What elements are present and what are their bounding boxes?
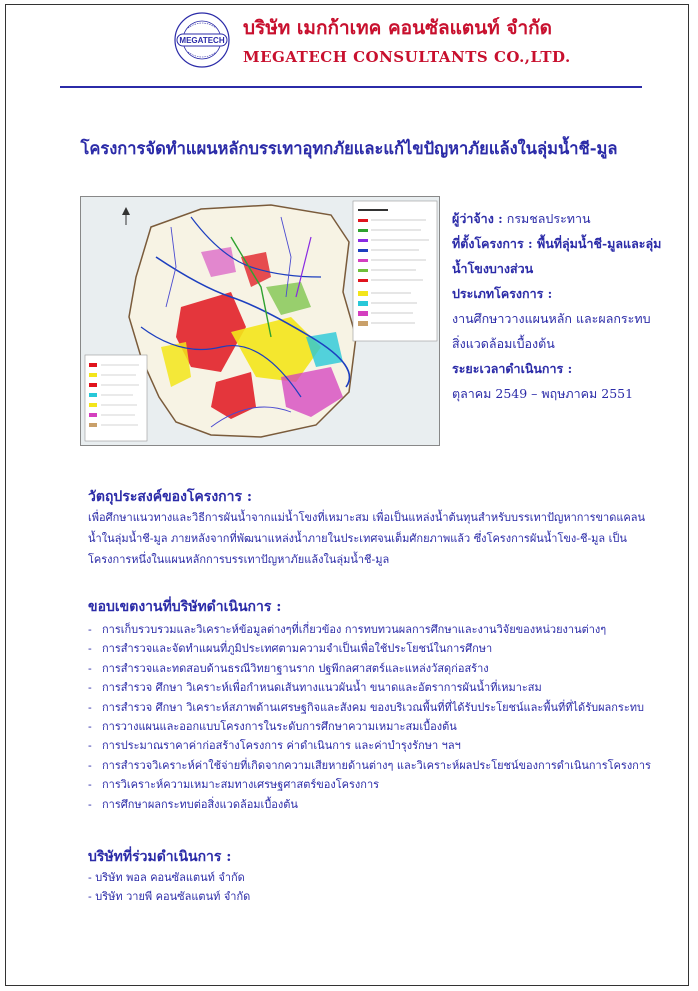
basin-map-graphic (81, 197, 440, 446)
client-label: ผู้ว่าจ้าง : (452, 211, 503, 226)
scope-item-text: การศึกษาผลกระทบต่อสิ่งแวดล้อมเบื้องต้น (102, 797, 298, 811)
scope-item-text: การเก็บรวบรวมและวิเคราะห์ข้อมูลต่างๆที่เกี่ยวข้อง การทบทวนผลการศึกษาและงานวิจัยของหน่วยงานต่างๆ (102, 623, 607, 636)
project-info (452, 206, 662, 406)
bullet-dash-icon: - (88, 778, 92, 792)
bullet-dash-icon: - (88, 642, 92, 656)
partner-item: - บริษัท พอล คอนซัลแตนท์ จำกัด (88, 871, 245, 884)
map-left-legend-graphic (85, 355, 147, 441)
map-legend-graphic (353, 201, 437, 341)
company-name-english: MEGATECH CONSULTANTS CO.,LTD. (243, 48, 571, 66)
objective-text: เพื่อศึกษาแนวทางและวิธีการผันน้ำจากแม่น้ำโขงที่เหมาะสม เพื่อเป็นแหล่งน้ำต้นทุนสำหรับบรรเทาปัญหาการขาดแคลนน้ำในลุ่มน้ำชี-มูล ภายหลังจากที่พัฒนาแหล่งน้ำภายในประเทศจนเต็มศักยภาพแล้ว ซึ่งโครงการผันน้ำโขง-ชี-มูล เป็นโครงการหนึ่งในแผนหลักการบรรเทาปัญหาภัยแล้งในลุ่มน้ำชี-มูล (88, 511, 646, 566)
scope-item-text: การสำรวจและจัดทำแผนที่ภูมิประเทศตามความจำเป็นเพื่อใช้ประโยชน์ในการศึกษา (102, 642, 493, 656)
period-label: ระยะเวลาดำเนินการ : (452, 361, 573, 376)
scope-item (88, 795, 668, 814)
client-row (452, 206, 662, 231)
scope-list (88, 620, 668, 814)
scope-item-text: การสำรวจวิเคราะห์ค่าใช้จ่ายที่เกิดจากความเสียหายด้านต่างๆ และวิเคราะห์ผลประโยชน์ของการดำเนินการโครงการ (102, 758, 651, 772)
partners-title: บริษัทที่ร่วมดำเนินการ : (88, 849, 232, 865)
bullet-dash-icon: - (88, 739, 92, 753)
scope-item (88, 620, 668, 639)
scope-item-text: การสำรวจ ศึกษา วิเคราะห์เพื่อกำหนดเส้นทางแนวผันน้ำ ขนาดและอัตราการผันน้ำที่เหมาะสม (102, 681, 542, 695)
type-value: งานศึกษาวางแผนหลัก และผลกระทบสิ่งแวดล้อมเบื้องต้น (452, 311, 651, 351)
location-row (452, 231, 662, 281)
scope-item-text: การวิเคราะห์ความเหมาะสมทางเศรษฐศาสตร์ของโครงการ (102, 778, 380, 792)
svg-text:MEGATECH: MEGATECH (179, 36, 225, 45)
partners-list (88, 868, 250, 906)
scope-item (88, 678, 668, 697)
scope-item (88, 736, 668, 755)
location-value: พื้นที่ลุ่มน้ำชี-มูลและลุ่มน้ำโขงบางส่วน (452, 236, 662, 276)
period-value: ตุลาคม 2549 – พฤษภาคม 2551 (452, 386, 634, 401)
bullet-dash-icon: - (88, 797, 92, 811)
scope-item (88, 717, 668, 736)
bullet-dash-icon: - (88, 720, 92, 734)
project-title: โครงการจัดทำแผนหลักบรรเทาอุทกภัยและแก้ไขปัญหาภัยแล้งในลุ่มน้ำชี-มูล (80, 139, 618, 158)
scope-item-text: การประมาณราคาค่าก่อสร้างโครงการ ค่าดำเนินการ และค่าบำรุงรักษา ฯลฯ (102, 739, 461, 753)
scope-item (88, 756, 668, 775)
bullet-dash-icon: - (88, 623, 92, 636)
scope-item-text: การสำรวจ ศึกษา วิเคราะห์สภาพด้านเศรษฐกิจและสังคม ของบริเวณพื้นที่ที่ได้รับประโยชน์และพื้นที่ที่ได้รับผลกระทบ (102, 700, 644, 714)
type-label: ประเภทโครงการ : (452, 286, 553, 301)
partner-item: - บริษัท วายพี คอนซัลแตนท์ จำกัด (88, 890, 251, 903)
bullet-dash-icon: - (88, 758, 92, 772)
company-logo (174, 12, 230, 68)
project-map-image (80, 196, 440, 446)
scope-title: ขอบเขตงานที่บริษัทดำเนินการ : (88, 599, 282, 615)
scope-item (88, 659, 668, 678)
client-value: กรมชลประทาน (502, 211, 591, 226)
company-name-thai: บริษัท เมกก้าเทค คอนซัลแตนท์ จำกัด (243, 17, 552, 39)
objective-title: วัตถุประสงค์ของโครงการ : (88, 489, 253, 505)
scope-item (88, 698, 668, 717)
bullet-dash-icon: - (88, 681, 92, 695)
scope-item (88, 639, 668, 658)
location-label: ที่ตั้งโครงการ : (452, 236, 533, 251)
header-divider (60, 86, 642, 88)
scope-item-text: การวางแผนและออกแบบโครงการในระดับการศึกษาความเหมาะสมเบื้องต้น (102, 720, 457, 734)
scope-item-text: การสำรวจและทดสอบด้านธรณีวิทยาฐานราก ปฐพีกลศาสตร์และแหล่งวัสดุก่อสร้าง (102, 661, 489, 675)
bullet-dash-icon: - (88, 661, 92, 675)
bullet-dash-icon: - (88, 700, 92, 714)
scope-item (88, 775, 668, 794)
